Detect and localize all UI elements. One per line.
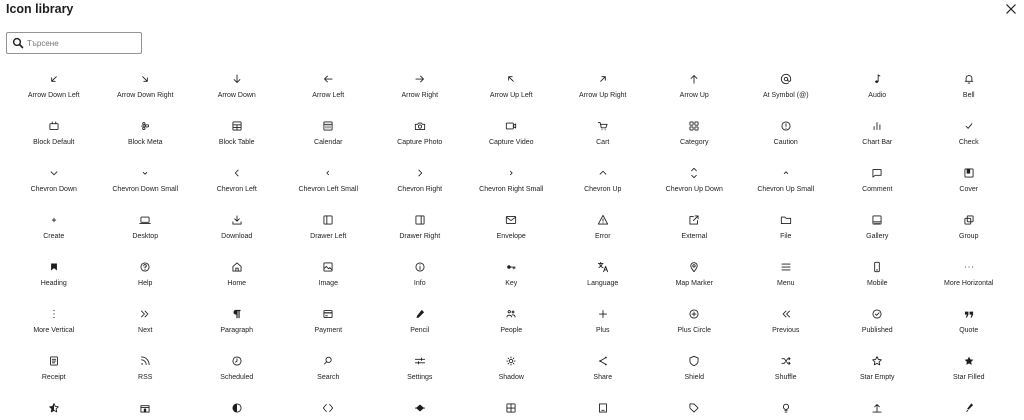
arrow-up-icon: [687, 72, 701, 86]
icon-label: Image: [318, 280, 338, 287]
icon-label: Pencil: [410, 327, 430, 334]
icon-label: Chevron Up Small: [757, 186, 815, 193]
icon-label: Map Marker: [675, 280, 713, 287]
icon-label: Menu: [776, 280, 795, 287]
published-icon: [870, 307, 884, 321]
icon-tile[interactable]: [8, 156, 100, 203]
comment-icon: [870, 166, 884, 180]
icon-label: Arrow Right: [401, 92, 439, 99]
drawer-right-icon: [413, 213, 427, 227]
arrow-down-icon: [230, 72, 244, 86]
icon-label: Drawer Left: [310, 233, 347, 240]
icon-label: Arrow Up Right: [579, 92, 627, 99]
icon-tile[interactable]: [466, 297, 558, 344]
icon-tile[interactable]: [466, 109, 558, 156]
icon-label: Arrow Up Left: [489, 92, 533, 99]
calendar-icon: [321, 119, 335, 133]
shield-icon: [687, 354, 701, 368]
icon-label: Shuffle: [774, 374, 797, 381]
icon-label: Error: [594, 233, 611, 240]
icon-tile[interactable]: [466, 344, 558, 391]
icon-label: Capture Video: [488, 139, 534, 146]
icon-tile[interactable]: [557, 203, 649, 250]
icon-tile[interactable]: [100, 156, 192, 203]
icon-label: Arrow Down Right: [117, 92, 174, 99]
payment-icon: [321, 307, 335, 321]
check-icon: [962, 119, 976, 133]
tablet-icon: [596, 401, 610, 415]
icon-tile[interactable]: [374, 297, 466, 344]
icon-tile[interactable]: [740, 391, 832, 420]
icon-tile[interactable]: [191, 203, 283, 250]
icon-label: Arrow Down Left: [27, 92, 80, 99]
icon-tile[interactable]: [8, 203, 100, 250]
icon-label: Shield: [684, 374, 704, 381]
plus-circle-icon: [687, 307, 701, 321]
star-filled-icon: [962, 354, 976, 368]
icon-tile[interactable]: [649, 203, 741, 250]
styles-icon: [230, 401, 244, 415]
icon-label: Comment: [862, 186, 893, 193]
icon-label: Chevron Right: [397, 186, 443, 193]
icon-label: RSS: [138, 374, 153, 381]
receipt-icon: [47, 354, 61, 368]
icon-label: More Horizontal: [944, 280, 994, 287]
heading-icon: [47, 260, 61, 274]
icon-tile[interactable]: [649, 156, 741, 203]
icon-tile[interactable]: [8, 344, 100, 391]
category-icon: [687, 119, 701, 133]
icon-grid: [8, 62, 1018, 420]
icon-tile[interactable]: [740, 62, 832, 109]
icon-tile[interactable]: [100, 344, 192, 391]
icon-label: Chevron Down Small: [112, 186, 179, 193]
home-icon: [230, 260, 244, 274]
icon-tile[interactable]: [374, 109, 466, 156]
icon-label: Block Default: [33, 139, 75, 146]
icon-tile[interactable]: [374, 250, 466, 297]
icon-label: Heading: [40, 280, 67, 287]
icon-label: Block Table: [218, 139, 255, 146]
icon-tile[interactable]: [374, 156, 466, 203]
error-icon: [596, 213, 610, 227]
icon-label: Arrow Left: [312, 92, 345, 99]
icon-label: Receipt: [41, 374, 66, 381]
icon-tile[interactable]: [191, 156, 283, 203]
icon-tile[interactable]: [649, 344, 741, 391]
icon-tile[interactable]: [100, 109, 192, 156]
icon-tile[interactable]: [649, 391, 741, 420]
share-icon: [596, 354, 610, 368]
icon-tile[interactable]: [374, 391, 466, 420]
icon-label: Home: [227, 280, 247, 287]
icon-tile[interactable]: [191, 109, 283, 156]
icon-tile[interactable]: [8, 297, 100, 344]
icon-tile[interactable]: [649, 297, 741, 344]
icon-tile[interactable]: [923, 250, 1015, 297]
icon-label: Plus: [595, 327, 610, 334]
icon-label: Gallery: [866, 233, 889, 240]
icon-label: Published: [861, 327, 893, 334]
icon-tile[interactable]: [8, 250, 100, 297]
paragraph-icon: [230, 307, 244, 321]
icon-label: Check: [958, 139, 979, 146]
shadow-icon: [504, 354, 518, 368]
icon-tile[interactable]: [832, 250, 924, 297]
arrow-right-icon: [413, 72, 427, 86]
icon-label: Chevron Up: [584, 186, 622, 193]
icon-label: Chevron Left Small: [298, 186, 359, 193]
icon-tile[interactable]: [466, 62, 558, 109]
icon-label: Block Meta: [127, 139, 163, 146]
desktop-icon: [138, 213, 152, 227]
icon-label: Cart: [596, 139, 610, 146]
arrow-left-icon: [321, 72, 335, 86]
more-horizontal-icon: [962, 260, 976, 274]
icon-label: Capture Photo: [397, 139, 443, 146]
icon-tile[interactable]: [283, 250, 375, 297]
upload-icon: [870, 401, 884, 415]
icon-tile[interactable]: [374, 203, 466, 250]
icon-label: Drawer Right: [399, 233, 441, 240]
icon-tile[interactable]: [283, 344, 375, 391]
icon-tile[interactable]: [191, 250, 283, 297]
scheduled-icon: [230, 354, 244, 368]
at-symbol-icon: [779, 72, 793, 86]
icon-label: Mobile: [866, 280, 888, 287]
more-vertical-icon: [47, 307, 61, 321]
external-icon: [687, 213, 701, 227]
search-box: [6, 32, 142, 54]
brush-icon: [962, 401, 976, 415]
icon-tile[interactable]: [466, 156, 558, 203]
swap-icon: [321, 401, 335, 415]
arrow-up-right-icon: [596, 72, 610, 86]
icon-tile[interactable]: [923, 297, 1015, 344]
icon-tile[interactable]: [8, 109, 100, 156]
chevron-left-icon: [230, 166, 244, 180]
icon-tile[interactable]: [100, 250, 192, 297]
search-icon: [321, 354, 335, 368]
icon-tile[interactable]: [283, 62, 375, 109]
icon-label: Payment: [314, 327, 343, 334]
people-icon: [504, 307, 518, 321]
icon-label: Share: [593, 374, 613, 381]
icon-tile[interactable]: [649, 109, 741, 156]
gallery-icon: [870, 213, 884, 227]
file-icon: [779, 213, 793, 227]
settings-icon: [413, 354, 427, 368]
mobile-icon: [870, 260, 884, 274]
icon-label: Scheduled: [220, 374, 254, 381]
icon-tile[interactable]: [923, 156, 1015, 203]
icon-label: Language: [587, 280, 619, 287]
icon-label: Audio: [868, 92, 887, 99]
icon-tile[interactable]: [832, 62, 924, 109]
icon-label: Paragraph: [220, 327, 254, 334]
icon-label: Group: [959, 233, 979, 240]
icon-tile[interactable]: [100, 203, 192, 250]
envelope-icon: [504, 213, 518, 227]
icon-tile[interactable]: [283, 109, 375, 156]
icon-tile[interactable]: [374, 62, 466, 109]
arrow-down-left-icon: [47, 72, 61, 86]
group-icon: [962, 213, 976, 227]
icon-label: More Vertical: [33, 327, 75, 334]
icon-tile[interactable]: [740, 344, 832, 391]
icon-tile[interactable]: [283, 203, 375, 250]
caution-icon: [779, 119, 793, 133]
download-icon: [230, 213, 244, 227]
icon-label: Shadow: [498, 374, 524, 381]
icon-tile[interactable]: [557, 109, 649, 156]
icon-tile[interactable]: [649, 250, 741, 297]
cart-icon: [596, 119, 610, 133]
icon-label: Previous: [772, 327, 800, 334]
language-icon: [596, 260, 610, 274]
icon-tile[interactable]: [8, 62, 100, 109]
icon-label: Star Filled: [952, 374, 985, 381]
capture-photo-icon: [413, 119, 427, 133]
block-meta-icon: [138, 119, 152, 133]
icon-tile[interactable]: [8, 391, 100, 420]
page-title: Icon library: [6, 2, 74, 16]
icon-tile[interactable]: [283, 156, 375, 203]
rss-icon: [138, 354, 152, 368]
icon-label: Next: [138, 327, 153, 334]
icon-tile[interactable]: [191, 344, 283, 391]
icon-label: Quote: [959, 327, 979, 334]
icon-tile[interactable]: [100, 62, 192, 109]
icon-label: File: [780, 233, 792, 240]
icon-tile[interactable]: [191, 62, 283, 109]
search-icon: [12, 37, 24, 49]
icon-label: External: [681, 233, 708, 240]
audio-icon: [870, 72, 884, 86]
icon-tile[interactable]: [649, 62, 741, 109]
icon-tile[interactable]: [832, 156, 924, 203]
chevron-down-icon: [47, 166, 61, 180]
icon-tile[interactable]: [832, 344, 924, 391]
icon-tile[interactable]: [557, 344, 649, 391]
icon-label: Info: [413, 280, 426, 287]
icon-label: Chevron Left: [216, 186, 257, 193]
icon-label: Category: [680, 139, 709, 146]
icon-tile[interactable]: [557, 62, 649, 109]
icon-label: Arrow Down: [217, 92, 256, 99]
icon-label: People: [500, 327, 523, 334]
tag-icon: [687, 401, 701, 415]
tip-icon: [779, 401, 793, 415]
icon-tile[interactable]: [191, 391, 283, 420]
icon-tile[interactable]: [740, 250, 832, 297]
table-icon: [504, 401, 518, 415]
previous-icon: [779, 307, 793, 321]
icon-label: Arrow Up: [679, 92, 709, 99]
store-icon: [138, 401, 152, 415]
icon-label: Search: [317, 374, 340, 381]
icon-label: At Symbol (@): [762, 92, 809, 99]
icon-tile[interactable]: [740, 156, 832, 203]
icon-tile[interactable]: [832, 297, 924, 344]
icon-tile[interactable]: [557, 391, 649, 420]
arrow-up-left-icon: [504, 72, 518, 86]
icon-label: Help: [138, 280, 153, 287]
icon-tile[interactable]: [374, 344, 466, 391]
help-icon: [138, 260, 152, 274]
icon-tile[interactable]: [832, 391, 924, 420]
icon-label: Settings: [407, 374, 433, 381]
icon-tile[interactable]: [466, 203, 558, 250]
chart-bar-icon: [870, 119, 884, 133]
chevron-right-small-icon: [504, 166, 518, 180]
icon-tile[interactable]: [923, 203, 1015, 250]
block-default-icon: [47, 119, 61, 133]
info-icon: [413, 260, 427, 274]
pencil-icon: [413, 307, 427, 321]
chevron-up-down-icon: [687, 166, 701, 180]
icon-tile[interactable]: [100, 297, 192, 344]
icon-tile[interactable]: [557, 250, 649, 297]
key-icon: [504, 260, 518, 274]
icon-tile[interactable]: [832, 109, 924, 156]
drawer-left-icon: [321, 213, 335, 227]
icon-tile[interactable]: [466, 391, 558, 420]
icon-tile[interactable]: [740, 297, 832, 344]
next-icon: [138, 307, 152, 321]
icon-tile[interactable]: [283, 391, 375, 420]
icon-tile[interactable]: [191, 297, 283, 344]
icon-tile[interactable]: [557, 297, 649, 344]
icon-tile[interactable]: [100, 391, 192, 420]
icon-label: Chevron Up Down: [665, 186, 723, 193]
search-input[interactable]: [27, 34, 137, 52]
bell-icon: [962, 72, 976, 86]
icon-label: Desktop: [132, 233, 159, 240]
icon-tile[interactable]: [923, 344, 1015, 391]
chevron-up-icon: [596, 166, 610, 180]
icon-label: Cover: [959, 186, 979, 193]
icon-tile[interactable]: [740, 203, 832, 250]
icon-label: Download: [221, 233, 253, 240]
arrow-down-right-icon: [138, 72, 152, 86]
icon-tile[interactable]: [740, 109, 832, 156]
shuffle-icon: [779, 354, 793, 368]
icon-tile[interactable]: [283, 297, 375, 344]
icon-tile[interactable]: [557, 156, 649, 203]
close-button[interactable]: [1003, 1, 1019, 17]
icon-label: Envelope: [496, 233, 526, 240]
close-icon: [1003, 1, 1019, 17]
capture-video-icon: [504, 119, 518, 133]
map-marker-icon: [687, 260, 701, 274]
icon-label: Plus Circle: [677, 327, 711, 334]
icon-tile[interactable]: [832, 203, 924, 250]
swap-filled-icon: [413, 401, 427, 415]
icon-label: Chevron Down: [30, 186, 77, 193]
icon-label: Caution: [773, 139, 798, 146]
star-half-icon: [47, 401, 61, 415]
icon-tile[interactable]: [923, 109, 1015, 156]
create-icon: [47, 213, 61, 227]
icon-label: Chevron Right Small: [479, 186, 544, 193]
menu-icon: [779, 260, 793, 274]
block-table-icon: [230, 119, 244, 133]
icon-tile[interactable]: [466, 250, 558, 297]
image-icon: [321, 260, 335, 274]
chevron-down-small-icon: [138, 166, 152, 180]
star-empty-icon: [870, 354, 884, 368]
chevron-right-icon: [413, 166, 427, 180]
icon-label: Chart Bar: [862, 139, 893, 146]
icon-label: Star Empty: [859, 374, 895, 381]
icon-label: Key: [505, 280, 518, 287]
quote-icon: [962, 307, 976, 321]
icon-label: Calendar: [314, 139, 343, 146]
plus-icon: [596, 307, 610, 321]
chevron-left-small-icon: [321, 166, 335, 180]
cover-icon: [962, 166, 976, 180]
chevron-up-small-icon: [779, 166, 793, 180]
icon-label: Bell: [962, 92, 975, 99]
icon-tile[interactable]: [923, 391, 1015, 420]
icon-label: Create: [43, 233, 65, 240]
icon-tile[interactable]: [923, 62, 1015, 109]
